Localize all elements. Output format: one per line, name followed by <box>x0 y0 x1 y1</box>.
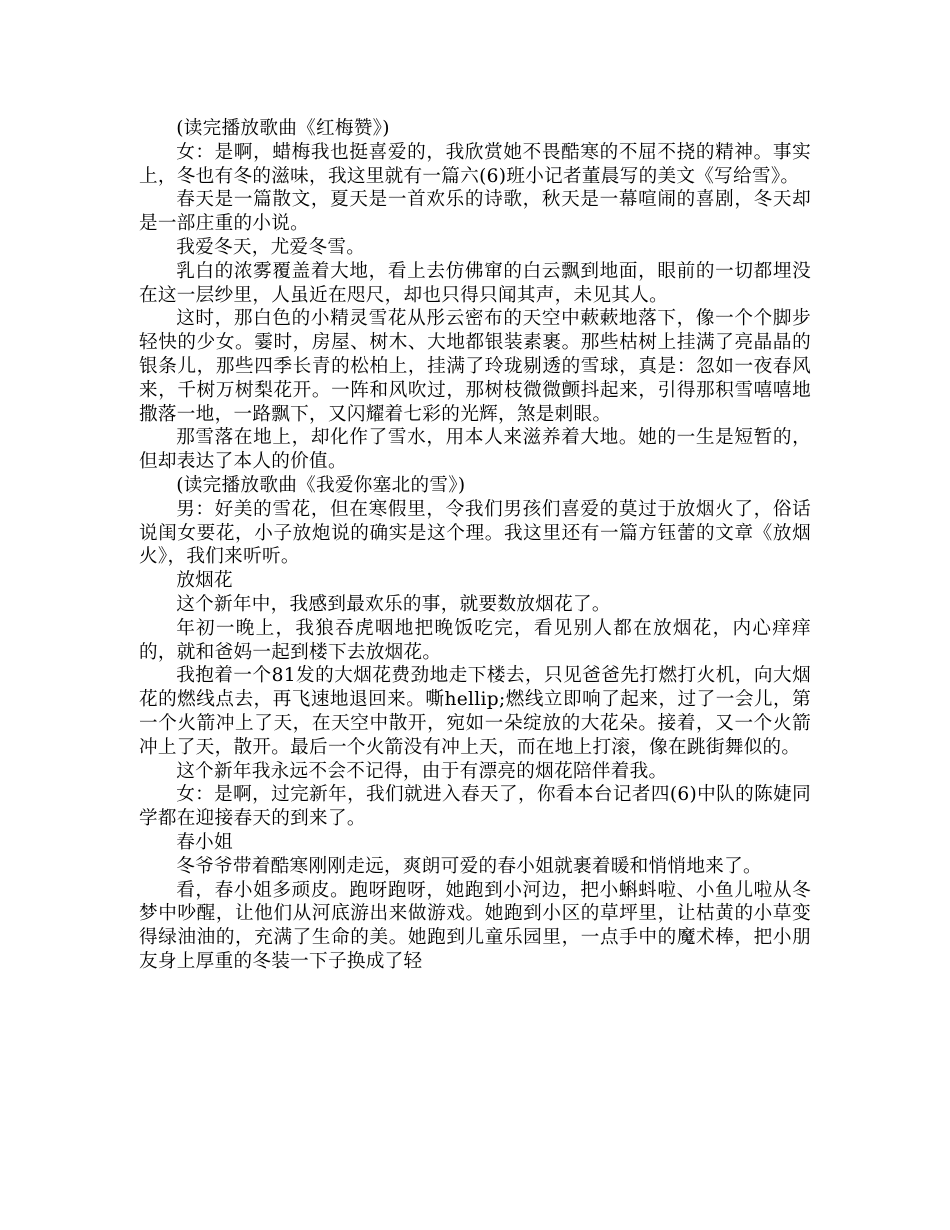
paragraph-female-intro-snow: 女：是啊，蜡梅我也挺喜爱的，我欣赏她不畏酷寒的不屈不挠的精神。事实上，冬也有冬的滋味，我这里就有一篇六(6)班小记者董晨写的美文《写给雪》。 <box>139 141 811 187</box>
paragraph-seasons: 春天是一篇散文，夏天是一首欢乐的诗歌，秋天是一幕喧闹的喜剧，冬天却是一部庄重的小说。 <box>139 189 811 235</box>
paragraph-fog: 乳白的浓雾覆盖着大地，看上去仿佛窜的白云飘到地面，眼前的一切都埋没在这一层纱里，人虽近在咫尺，却也只得只闻其声，未见其人。 <box>139 260 811 306</box>
paragraph-snowflakes: 这时，那白色的小精灵雪花从彤云密布的天空中蔌蔌地落下，像一个个脚步轻快的少女。霎时，房屋、树木、大地都银装素裹。那些枯树上挂满了亮晶晶的银条儿，那些四季长青的松柏上，挂满了玲珑剔透的雪球，真是：忽如一夜春风来，千树万树梨花开。一阵和风吹过，那树枝微微颤抖起来，引得那积雪嘻嘻地撒落一地，一路飘下，又闪耀着七彩的光辉，煞是刺眼。 <box>139 308 811 425</box>
paragraph-female-intro-spring: 女：是啊，过完新年，我们就进入春天了，你看本台记者四(6)中队的陈婕同学都在迎接春天的到来了。 <box>139 784 811 830</box>
paragraph-new-year-night: 年初一晚上，我狼吞虎咽地把晚饭吃完，看见别人都在放烟花，内心痒痒的，就和爸妈一起到楼下去放烟花。 <box>139 617 811 663</box>
paragraph-love-winter: 我爱冬天，尤爱冬雪。 <box>176 236 366 258</box>
paragraph-playful-spring: 看，春小姐多顽皮。跑呀跑呀，她跑到小河边，把小蝌蚪啦、小鱼儿啦从冬梦中吵醒，让他们从河底游出来做游戏。她跑到小区的草坪里，让枯黄的小草变得绿油油的，充满了生命的美。她跑到儿童乐园里，一点手中的魔术棒，把小朋友身上厚重的冬装一下子换成了轻 <box>139 879 811 972</box>
section-title-fireworks: 放烟花 <box>176 570 233 592</box>
paragraph-male-intro-fireworks: 男：好美的雪花，但在寒假里，令我们男孩们喜爱的莫过于放烟火了，俗话说闺女要花，小子放炮说的确实是这个理。我这里还有一篇方钰蕾的文章《放烟火》，我们来听听。 <box>139 498 811 568</box>
paragraph-launching-fireworks: 我抱着一个81发的大烟花费劲地走下楼去，只见爸爸先打燃打火机，向大烟花的燃线点去，再飞速地退回来。嘶hellip;燃线立即响了起来，过了一会儿，第一个火箭冲上了天，在天空中散开，宛如一朵绽放的大花朵。接着，又一个火箭冲上了天，散开。最后一个火箭没有冲上天，而在地上打滚，像在跳街舞似的。 <box>139 665 811 758</box>
paragraph-fireworks-memory: 这个新年我永远不会不记得，由于有漂亮的烟花陪伴着我。 <box>176 760 668 782</box>
paragraph-song-note-2: (读完播放歌曲《我爱你塞北的雪》) <box>176 474 466 496</box>
document-body <box>139 117 811 974</box>
paragraph-song-note-1: (读完播放歌曲《红梅赞》) <box>176 118 390 139</box>
paragraph-fireworks-happiest: 这个新年中，我感到最欢乐的事，就要数放烟花了。 <box>176 593 611 615</box>
paragraph-snow-melts: 那雪落在地上，却化作了雪水，用本人来滋养着大地。她的一生是短暂的，但却表达了本人的价值。 <box>139 427 811 473</box>
paragraph-spring-arrives: 冬爷爷带着酷寒刚刚走远，爽朗可爱的春小姐就裹着暖和悄悄地来了。 <box>176 855 762 877</box>
section-title-miss-spring: 春小姐 <box>176 831 233 853</box>
